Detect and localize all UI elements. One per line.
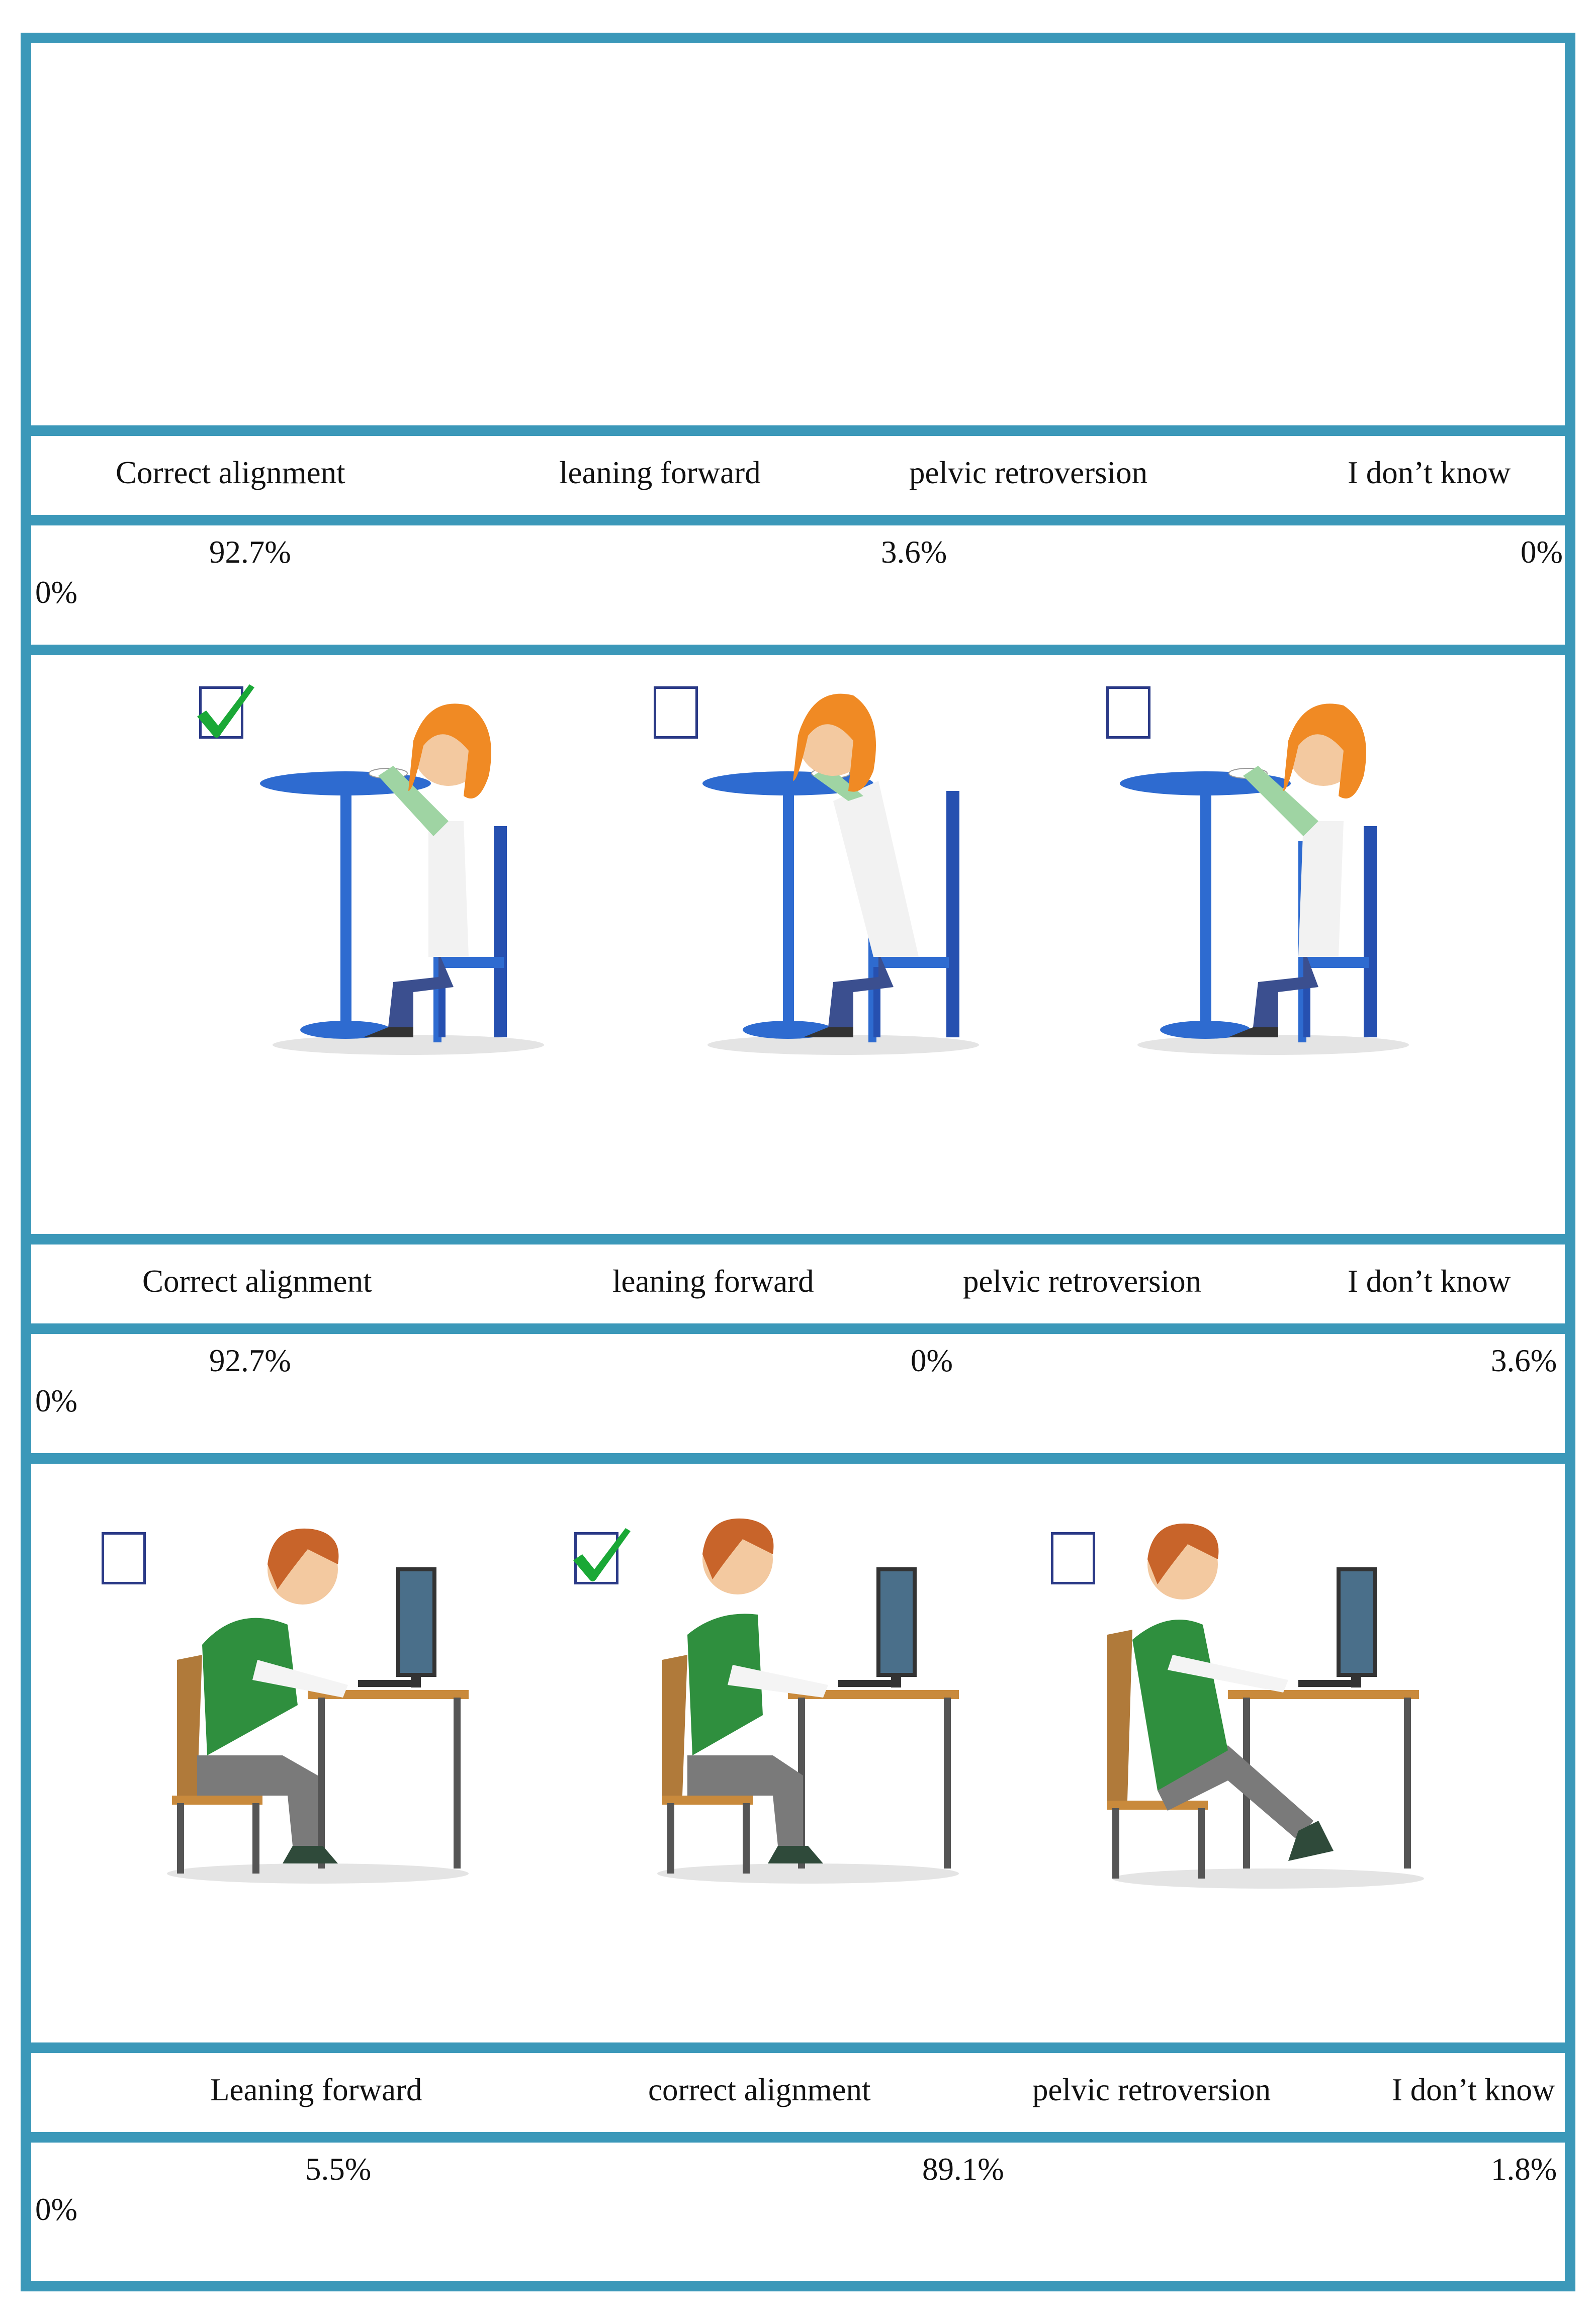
checkbox-option-3[interactable] bbox=[1051, 1532, 1095, 1584]
image-panel-men bbox=[31, 1464, 1565, 2042]
option-label: leaning forward bbox=[559, 455, 761, 490]
results-row-1 bbox=[31, 525, 1565, 645]
option-label: pelvic retroversion bbox=[909, 455, 1148, 490]
option-label: Correct alignment bbox=[116, 455, 345, 490]
result-value: 0% bbox=[35, 575, 77, 610]
man-at-computer-illustration bbox=[157, 1494, 469, 1886]
options-row-2 bbox=[31, 1245, 1565, 1323]
option-label: Correct alignment bbox=[142, 1264, 372, 1299]
result-value: 92.7% bbox=[209, 1343, 291, 1378]
woman-sitting-illustration bbox=[1122, 675, 1434, 1057]
image-panel-empty bbox=[31, 43, 1565, 425]
result-value: 0% bbox=[35, 2192, 77, 2227]
option-label: I don’t know bbox=[1392, 2072, 1555, 2107]
result-value: 3.6% bbox=[1491, 1343, 1557, 1378]
option-label: pelvic retroversion bbox=[963, 1264, 1202, 1299]
checkmark-icon bbox=[193, 681, 258, 747]
woman-sitting-illustration bbox=[697, 675, 1009, 1057]
option-label: I don’t know bbox=[1348, 1264, 1511, 1299]
checkbox-option-1[interactable] bbox=[102, 1532, 146, 1584]
result-value: 0% bbox=[35, 1383, 77, 1418]
result-value: 92.7% bbox=[209, 535, 291, 570]
image-panel-women bbox=[31, 655, 1565, 1234]
results-row-3 bbox=[31, 2143, 1565, 2281]
result-value: 0% bbox=[1521, 535, 1563, 570]
checkmark-icon bbox=[569, 1525, 635, 1590]
option-label: correct alignment bbox=[648, 2072, 871, 2107]
option-label: I don’t know bbox=[1348, 455, 1511, 490]
woman-sitting-illustration bbox=[262, 675, 574, 1057]
man-at-computer-illustration bbox=[647, 1484, 959, 1886]
results-row-2 bbox=[31, 1334, 1565, 1453]
options-row-1 bbox=[31, 436, 1565, 515]
result-value: 0% bbox=[911, 1343, 953, 1378]
option-label: leaning forward bbox=[612, 1264, 814, 1299]
result-value: 3.6% bbox=[881, 535, 947, 570]
man-at-computer-illustration bbox=[1097, 1509, 1429, 1891]
option-label: Leaning forward bbox=[210, 2072, 422, 2107]
result-value: 1.8% bbox=[1491, 2152, 1557, 2187]
result-value: 89.1% bbox=[922, 2152, 1004, 2187]
option-label: pelvic retroversion bbox=[1032, 2072, 1271, 2107]
checkbox-option-2[interactable] bbox=[654, 686, 698, 739]
options-row-3 bbox=[31, 2053, 1565, 2132]
result-value: 5.5% bbox=[305, 2152, 372, 2187]
